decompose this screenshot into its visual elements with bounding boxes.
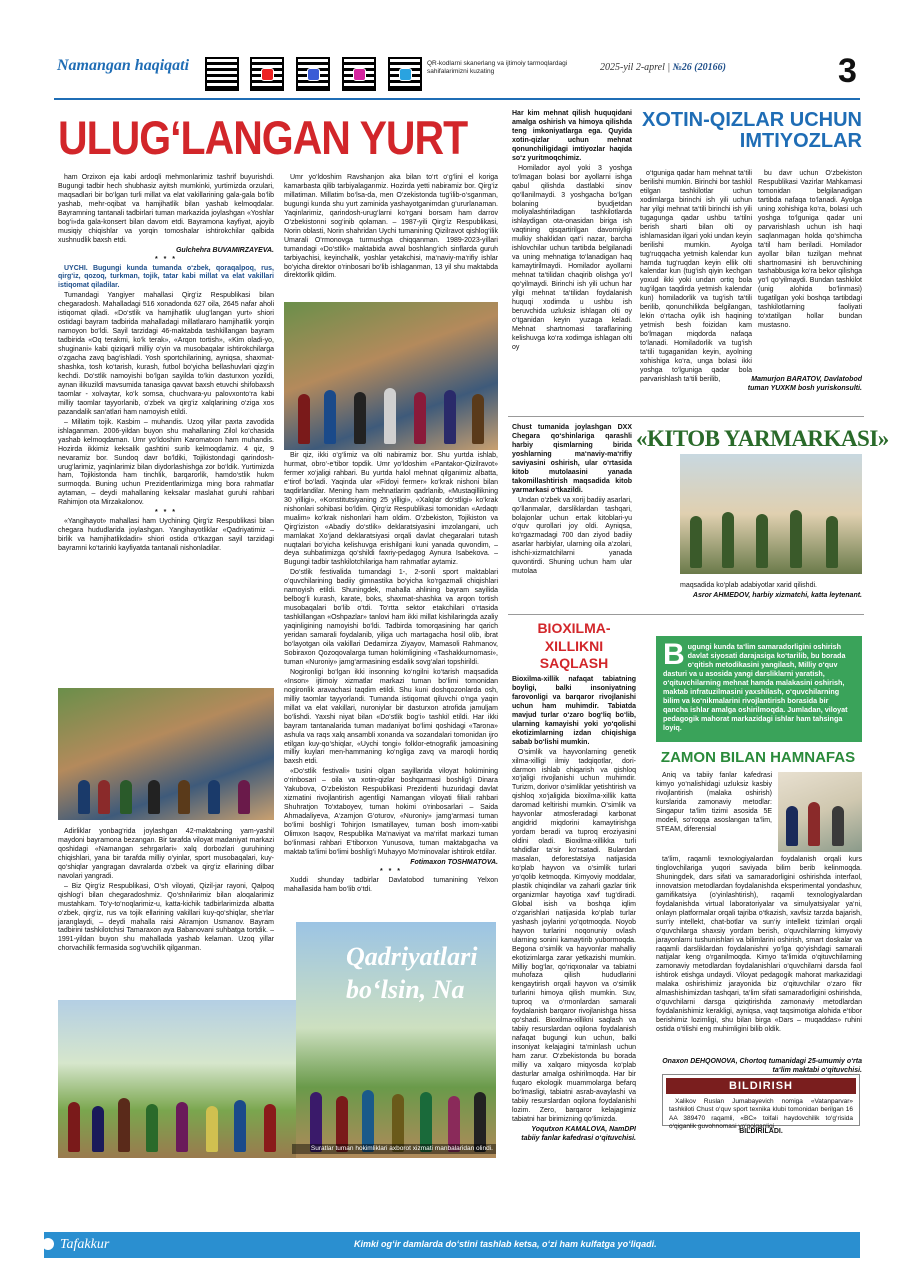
zamon-signature: Onaxon DEHQONOVA, Chortoq tumanidagi 25-umumiy o‘rta ta‘lim maktabi o‘qituvchisi. <box>662 1058 862 1074</box>
instagram-icon <box>353 68 366 81</box>
qr-note: QR-kodlarni skanerlang va ijtimoiy tarmoqlardagi sahifalarimizni kuzating <box>427 60 568 75</box>
women-signature: Mamurjon BARATOV, Davlatobod tuman YUXKM bosh yuriskonsulti. <box>747 376 862 392</box>
banner-line-2: bo‘lsin, Na <box>346 975 465 1005</box>
intro-text: ugungi kunda ta‘lim samaradorligini oshirish davlat siyosati darajasiga ko‘tarilib, bu borada o‘qitish metodikasini yangilash, Milliy o‘quv dasturi va u asosida yangi darsliklarni yaratish, o‘qituvchilarning mehnat hamda malakasini oshirish, maktab infratuzilmasini yaxshilash, o‘quvchilarning bilim va ko‘nikmalarini rivojlantirish borasida bir qancha ishlar amalga oshirilmoqda. Jumladan, viloyat pedagogik mahorat markazidagi ishlar ham tahsinga loyiq. <box>663 642 848 732</box>
paragraph: Do‘stlik festivalida tumandagi 1-, 2-sonli sport maktablari o‘quvchilarining badiiy gimnastika bo‘yicha ko‘rgazmali chiqishlari namoyish etildi. Shuningdek, mahalla ahlining bayram sayilida belbog‘li kurash, karate, boks, shaxmat-shashka va arqon tortish musobaqalari bo‘lib o‘tdi. To‘rtta sektor etakchilari o‘rtasida tashkillangan «Oshpazlar» tanlovi ham ikki millat kishilaringda azaliy yaqinligining namoyishi bo‘ldi. Tadbirda tomorqasining har qarich yeridan samarali foydalanib, yiliga uch martagacha hosil olib, ibrat bo‘layotgan oila vakillari Dedamirza Ziyayov, Mamasoli Rahmanov, Sobiraxon Qozoqovalarga tuman hokimligining «Tashakkurnomasi», tuman «Nuroniy» jamg‘armasining esdalik sovg‘alari topshirildi. <box>284 569 498 666</box>
paragraph: Xuddi shunday tadbirlar Davlatobod tumanining Yelxon mahallasida ham bo‘lib o‘tdi. <box>284 876 498 893</box>
photo-celebration <box>284 302 498 450</box>
article-column-2a <box>284 174 498 280</box>
author-signature: Gulchehra BUVAMIRZAYEVA. <box>175 246 274 254</box>
women-column-3 <box>758 170 862 384</box>
notice-text: Xalikov Ruslan Jumabayevich nomiga «Vatanparvar» tashkiloti Chust o‘quv sport texnika klubi tomonidan berilgan 16 AA 389470 raqamli, «BC» toifali haydovchilik to‘g‘risida o‘qiganlik guvohnomasi yo‘qolganligi <box>669 1098 853 1130</box>
bio-column <box>512 676 636 1222</box>
paragraph: bu davr uchun O‘zbekiston Respublikasi Vazirlar Mahkamasi tomonidan belgilanadigan tartibda nafaqa to‘lanadi. Ayolga uning xohishiga ko‘ra, bolasi uch yoshga to‘lguniga qadar uni parvarishlash uchun ish haqi saqlanmagan holda qo‘shimcha ta‘til ham beriladi. Homilador ayollar bilan tuzilgan mehnat shartnomasini ish beruvchining tashabbusiga ko‘ra bekor qilishga yo‘l qo‘yilmaydi. Bundan tashkilot (unig alohida bo‘linmasi) tugatilgan yoki boshqa tartibdagi tashkilotlarning faoliyati to‘xtatilgan hollar bundan mustasno. <box>758 170 862 330</box>
notice-box <box>662 1074 860 1130</box>
drop-cap: B <box>663 638 685 671</box>
footer-quote: Kimki og‘ir damlarda do‘stini tashlab ketsa, o‘zi ham kulfatga yo‘liqadi. <box>354 1239 657 1249</box>
paragraph: o‘tguniga qadar ham mehnat ta‘tili berilishi mumkin. Birinchi bor tashkil etilgan tashkilotlar uchun xodimlarga birinchi ish yili uchun har yilgi mehnat ta‘tili birinchi ish yili tugagunga qadar ushbu ta‘tilni berish sharti bilan olti oy ishlamasidan ilgari yoki undan keyin berilishi mumkin. Ayolga tug‘ruqqacha yetmish kalendar kun hamda tug‘ruqdan keyin ellik olti kalendar kun (tug‘ish qiyin kechgan yoxud ikki yoki undan ortiq bola tug‘ilgan taqdirda yetmish kalendar kun) homiladorlik va tug‘ish ta‘tili berilib, qonunchilikda belgilangan, lekin o‘rtacha oylik ish haqining yetmish besh foizidan kam bo‘lmagan miqdorda nafaqa to‘lanadi. Homiladorlik va tug‘ish ta‘tili tugaganidan keyin, ayolning xohishiga ko‘ra, unga bolasi ikki yoshga to‘lguniga qadar bola parvarishlash ta‘tili berilib, <box>640 170 752 383</box>
separator-stars: * * * <box>154 509 178 517</box>
issue-date <box>600 62 726 75</box>
photo-festival <box>296 922 496 1158</box>
qr-code-facebook[interactable] <box>296 57 330 91</box>
bio-title: BIOXILMA-XILLIKNI SAQLASH <box>537 620 611 671</box>
photo-crowd <box>58 1000 296 1158</box>
women-column-2 <box>640 170 752 406</box>
paragraph: «Yangihayot» mahallasi ham Uychining Qirg‘iz Respublikasi bilan chegara hududlarida joylashgan. Yangihayotliklar «Qadriyatimiz – birlik va hamjihatlikdadir» shiori ostida o‘tkazgan sayil tarzidagi bayramni ko‘tarinki kayfiyatda tantanali nishonladilar. <box>58 518 274 553</box>
paragraph: Adirliklar yonbag‘rida joylashgan 42-maktabning yam-yashil maydoni bayramona bezangan. Bir tarafda viloyat madaniyat markazi qoshidagi «Namangan sehrgarlari» xalq dorbozlari guruhining chiqishlari, yana bir tarafda milliy o‘yinlar, sport musobaqalari, kuy-qo‘shiqlar yangragan davralarda o‘zbek va qirg‘iz ellarining dilbar navolari yangradi. <box>58 828 274 880</box>
green-intro-box <box>656 636 862 742</box>
paragraph: Bir qiz, ikki o‘g‘limiz va olti nabiramiz bor. Shu yurtda ishlab, hurmat, obro‘-e‘tibor topdik. Umr yo‘ldoshim «Pantakor-Qizilravot» fermer xo‘jaligi rahbari. Bu yurtda halol mehnat qilganimiz albatta, e‘tirof bo‘ladi. Yaqinda ular «Fidoyi fermer» ko‘krak nishoni bilan taqdirlandilar. Mening ham mehnatlarim qadrlanib, «Mustaqillikning 30 yilligi», «Konstitutsiyaning 25 yilligi», «Xalqlar do‘stligi» ko‘krak nishonlari sohibasi bo‘ldim. Qirg‘iz Respublikasi tomonidan «Ardaqtı mualim» ko‘krak nishonlari ham oldim. O‘zbekiston, Tojikiston va Qirg‘iziston «Abadiy do‘stlik» deklaratsiyasini imzolangani, uch mamlakat Xo‘jand deklaratsiyasi orqali davlat chegaralari tutash nuqtalari bo‘yicha kelishuvga erishilgani kuni yanada quvondim, – deya suhbatimizga qo‘shildi faxriy-pedagog Aynura Isabekova. – Bugungi tadbir tashkilotchilariga ham rahmatlar aytamiz. <box>284 452 498 567</box>
paragraph: Undan o‘zbek va xorij badiiy asarlari, qo‘llanmalar, darsliklardan tashqari, bolajonlar uchun ertak kitoblari-yu o‘quv qurollari joy oldi. Ayniqsa, ko‘rgazmadagi 700 dan ziyod badiiy asarlar harbiylar, ularning oila a‘zolari, ishchi-xizmatchilarni yanada quvontirdi. Shuning uchun ham ular mutolaa <box>512 496 632 576</box>
issue-number: №26 (20166) <box>672 62 726 73</box>
article-column-1b <box>58 828 274 988</box>
paragraph: Homilador ayol yoki 3 yoshga to‘lmagan bolasi bor ayollarni ishga qabul qilishda dastlabki sinov qo‘llanilmaydi. 3 yoshgacha bo‘lgan bolaning byudjetdan moliyalashtiriladigan tashkilotlarda ishlaydigan ota-onasidan biriga ish vaqtining qisqartirilgan davomiyligi mulkiy shaklidan qat‘i nazar, barcha ishlovchilar uchun tartibda belgilanadi va uning mehnatiga to‘lanadigan haq kamaytirilmaydi. Homilador ayollarni mehnat ta‘tilidan chaqirib olishga yo‘l qo‘yilmaydi. Birinchi ish yili uchun har yilgi mehnat ta‘tilidan foydalanish huquqi xodimda u ushbu ish beruvchida uzluksiz ishlagan olti oy o‘tganidan keyin yuzaga keladi. Mehnat shartnomasi taraflarining kelishuvga ko‘ra xodimga ishlagan olti oy <box>512 164 632 351</box>
paragraph-lead: Har kim mehnat qilish huquqidani amalga oshirish va himoya qilishda teng imkoniyatlarga ega. Quyida xotin-qizlar uchun mehnat qonunchiligidagi imtiyozlar haqida so‘z yuritmoqchimiz. <box>512 110 632 162</box>
paragraph-lead: UYCHI. Bugungi kunda tumanda o‘zbek, qoraqalpoq, rus, qirg‘iz, qozoq, turkman, tojik, tatar kabi millat va elat vakillari istiqomat qiladilar. <box>58 264 274 290</box>
women-column-1 <box>512 110 632 428</box>
date-text: 2025-yil 2-aprel | <box>600 62 671 73</box>
zamon-title: ZAMON BILAN HAMNAFAS <box>660 749 856 766</box>
kitob-title: «KITOB YARMARKASI» <box>636 426 889 451</box>
page-number: 3 <box>838 52 857 90</box>
author-signature: Yoqutxon KAMALOVA, NamDPI tabiiy fanlar kafedrasi o‘qituvchisi. <box>521 1125 636 1142</box>
divider <box>508 614 864 615</box>
article-column-2b <box>284 452 498 922</box>
paragraph: Tumandagi Yangiyer mahallasi Qirg‘iz Respublikasi bilan chegaradosh. Mahalladagi 516 xonadonda 627 oila, 2645 nafar aholi istiqomat qiladi. «Do‘stlik va hamjihatlik ulug‘langan yurt» shiori ostidagi bayram tadbirida mahalladagi millatlararo hamjihatlik yorqin namoyon bo‘ldi. Sayil tarzidagi 46-maktabda tashkillangan bayram tadbirida «Oq terakmi, ko‘k terak», «Arqon tortish», «Kim oladi-yo, shuginani» kabi qiziqarli milliy o‘yin va musobaqalar ishtirokchilarga o‘zgacha zavq bag‘ishladi. Yosh sportchilarining, ayniqsa, shaxmat-shashka, tosh ko‘tarish, kurash, futbol bo‘yicha bellashuvlari qizg‘in kechdi. Do‘stlik namoyishi bo‘lgan sayilda to‘kin dasturxon yozildi, aynan ilikuzildi mavsumida tanasiga qavvat baxsh etuvchi shifobaxsh taomlar - xolvaytar, ko‘k somsa, chuchvara-yu palovxonto‘ra kabi milliy taomlar tayyorlanib, o‘zbek va qirg‘iz xalqlarining o‘ziga xos pazandalik san‘atlari ham namoyish etildi. <box>58 292 274 416</box>
article-column-1 <box>58 174 274 660</box>
kitob-signature: Asror AHMEDOV, harbiy xizmatchi, katta leytenant. <box>692 592 862 599</box>
section-title: Namangan haqiqati <box>57 57 190 74</box>
photo-tree-planting <box>58 688 274 820</box>
qr-code-youtube[interactable] <box>250 57 284 91</box>
paragraph: Umr yo‘ldoshim Ravshanjon aka bilan to‘rt o‘g‘lini el koriga kamarbasta qilib tarbiyalaganmiz. Hozirda yetti nabiramiz bor. Qirg‘iz millatiman. Millatim bo‘lsa-da, men O‘zekistonda tug‘ilib-o‘sganman, bugungi kunda shu yurt zaminida yashayotganimdan g‘ururlanaman. Yaqinlarimiz, qarindosh-urug‘larni ko‘rgani borsam ham darrov O‘zbekistonni sog‘inib qolaman. – 1987-yili Qirg‘iz Respublikasi, Norin oblasti, Norin shahridan Uychi tumanining Qizilravot qishlog‘ilik Umarali O‘rmonovga turmushga chiqqanman. 1989-2023-yillari tumandagi «Do‘stlik» maktabida avval boshlang‘ich sinflarda guruh tarbiyachisi, keyinchalik, yoshlar yetakchisi, ma‘naviy-ma‘rifiy ishlar bo‘yicha direktor o‘rinbosari bo‘lib ishlaganman, 13 yil shu maktabda direktorlik qildim. <box>284 174 498 280</box>
qr-code[interactable] <box>205 57 239 91</box>
photo-caption: Suratlar tuman hokimliklari axborot xizmati manbalaridan olindi. <box>292 1144 496 1154</box>
author-signature: Fotimaxon TOSHMATOVA. <box>410 858 498 866</box>
article-title: ULUG‘LANGAN YURT <box>58 111 468 165</box>
paragraph: Nogironligi bo‘lgan ikki insonning ko‘ngilni ko‘tarish maqsadida «Inson» ijtimoiy xizmatlar markazi tuman bo‘limi tomonidan nogironlik aravachasi taqdim etildi. Shu kuni doshqozonlarda osh, milliy taomlar tayyorlandi. Tumanda istiqomat qiluvchi o‘nga yaqin millat va elat vakillari, nuroniylar bir dasturxon atrofida jamuljam bo‘lishdi. Yaxshi niyat bilan «Do‘stlik bog‘i» tashkil etildi. Har ikki bayram tantanalarida tuman madaniyat bo‘limi qoshidagi «Tarona» ashula va raqs xalq ansambli xonanda va sozandalari tomonidan ijro etilgan kuy-qo‘shiqlar, «Uychi tongi» folklor-etnografik jamoasining milliy kuylari men-hammaning ko‘ngliga zavq va maroqli hordiq baxsh etdi. <box>284 668 498 766</box>
paragraph: – Biz Qirg‘iz Respublikasi, O‘sh viloyati, Qizil-jar rayoni, Qalpoq qishlog‘i bilan chegaradoshmiz. Qo‘shnilarimiz bilan aloqalarimiz mustahkam. To‘y-to‘noqlarimiz-u, katta-kichik tadbirlarimizda albatta o‘zbek, qirg‘iz, rus va tojik ellarining vakillari kuy-qo‘shiqlar, she‘rlar jaranglaydi, – deydi mahalla raisi Akramjon Usmanov. Bayram tadbirini tashkilotchisi Tamaraxon aya Babanovani suhbatga tortdik. – 1991-yildan buyon shu mahallada yashab kelaman. Uzoq yillar chorvachilik fermasida sog‘uvchilik qilganman. <box>58 882 274 953</box>
notice-title: BILDIRISH <box>666 1078 856 1094</box>
separator-stars: * * * <box>154 255 178 263</box>
paragraph: «Do‘stlik festivali» tusini olgan sayillarida viloyat hokimining o‘rinbosari – oila va xotin-qizlar boshqarmasi boshlig‘i Dinara Yakubova, O‘zbekiston Respublikasi Prezidenti huzuridagi davlat xizmatini rivojlantirish agentligi Namangan viloyati filiali rahbari Shuhratjon To‘xtaboyev, tuman hokimi o‘rinbosarlari – Saida Ahmadaliyeva, A‘zamjon G‘oturov, «Nuroniy» jamg‘armasi tuman bo‘limi boshlig‘i Tohirjon Ismatillayev, tuman bosh imom-xatibi Olimxon Isaqov, Respublika Ma‘naviyat va ma‘rifat markazi tuman bo‘linmasi rahbari E‘tiborxon Yunusova, tuman maktabgacha va maktab ta‘limi bo‘limi boshlig‘i Muhayyo Mo‘minovalar ishtirok etdilar. <box>284 768 498 856</box>
notice-end: BILDIRILADI. <box>739 1128 783 1135</box>
paragraph: ham Orzixon eja kabi ardoqli mehmonlarimiz tashrif buyurishdi. Bugungi tadbir hech shubhasiz ayitsh mumkinki, yurtimizda orzulari, maqsadlari bir bo‘lgan turli millat va elat vakillarining gala-gala bo‘lib yashab, mehr-oqibat va hamjihatlik bilan yashab kelmoqdalar. Bayramning tantanali tadbirlari tuman markazida joylashgan «Yoshlar bog‘i»da gala-konsert bilan davom etdi. Bayramona kayfiyat, ajoyib musiqiy chiqishlar va yorqin tomoshalar ishtirokchilar qalbida xushnudlik baxsh etdi. <box>58 174 274 244</box>
qr-code-instagram[interactable] <box>342 57 376 91</box>
paragraph: Aniq va tabiiy fanlar kafedrasi kimyo yo‘nalishidagi uzluksiz kasbiy rivojlantirish (malaka oshirish) kurslarida zamonaviy metodlar: Singapur ta‘lim tizimi asosida 5E modeli, so‘roqqa asoslangan ta‘lim, STEAM, diferensial <box>656 772 772 833</box>
banner-text <box>346 940 477 1007</box>
zamon-column-b <box>656 856 862 1056</box>
facebook-icon <box>307 68 320 81</box>
zamon-column-a <box>656 772 772 856</box>
paragraph-lead: Bioxilma-xillik nafaqat tabiatning boyligi, balki insoniyatning farovonligi va barqaror rivojlanishi uchun ham muhimdir. Tabiatda mavjud turlar o‘zaro bog‘liq bo‘lib, ularning kamayishi yoki yo‘qolishi ekotizimlarning izdan chiqishiga sabab bo‘lishi mumkin. <box>512 676 636 746</box>
paragraph: O‘simlik va hayvonlarning genetik xilma-xilligi ilmiy tadqiqotlar, dori-darmon ishlab chiqarish va qishloq xo‘jaligi rivojlanishi uchun muhimdir. Turizm, dorivor o‘simliklar yetishtirish va qishloq xo‘jaligida bioxilma-xillik katta daromad keltirishi mumkin. O‘simlik va hayvonlar atmosferadagi karbonat angidrid miqdorini kamaytirishga yordam beradi va tuproq eroziyasini oldini oladi. Bioxilma-xillikka turli tahdidlar ta‘sir ko‘rsatadi. Bulardan masalan, deforestatsiya natijasida ko‘plab hayvon va o‘simlik turlari yo‘qolib ketmoqda. Kimyoviy moddalar, plastik chiqindilar va zaharli gazlar tirik organizmlar hayotiga xavf tug‘diradi. Global isish va boshqa iqlim o‘zgarishlari natijasida ko‘plab turlar yashash joylarini yo‘qotmoqda. Noyob hayvon turlarini noqonuniy ovlash ularning sonini kamaytirib yubormoqda. Begona o‘simlik va hayvonlar mahalliy ekotizimlarga zarar yetkazishi mumkin. Milliy bog‘lar, qo‘riqxonalar va tabiatni muhofaza qilish hududlarini kengaytirish orqali hayvon va o‘simlik turlarini himoya qilish mumkin. Suv, tuproq va o‘rmonlardan samarali foydalanish barqaror rivojlanishga hissa qo‘shadi. Bioxilma-xillikni saqlash va tabiiy resurslardan oqilona foydalanish nafaqat bugungi kun uchun, balki insoniyat kelajagini ta‘minlash uchun ham zarur. O‘zbekistonda bu borada milliy va xalqaro miqyosda ko‘plab dasturlar amalga oshirilmoqda. Har bir fuqaro ekologik muammolarga befarq bo‘lmasligi, tabiatni asrab-avaylashi va tabiiy resurslardan oqilona foydalanishi lozim. Zero, barqaror kelajagimiz tabiatni har birimizning qo‘limizda. <box>512 748 636 1123</box>
paragraph-lead: Chust tumanida joylashgan DXX Chegara qo‘shinlariga qarashli harbiy qismlarning birida yoshlarning ma‘naviy-ma‘rifiy saviyasini oshirish, ular o‘rtasida kitob mutolaasini yanada takomillashtirish maqsadida kitob yarmarkasi o‘tkazildi. <box>512 424 632 494</box>
kitob-column <box>512 424 632 610</box>
kitob-note: maqsadida ko‘plab adabiyotlar xarid qilishdi. <box>680 582 817 589</box>
paragraph: ta‘lim, raqamli texnologiyalardan foydalanish orqali kurs tinglovchilariga yuqori saviyada bilim berib kelinmoqda. Shuningdek, dars sifati va samaradorligini oshirishda interfaol, innovatsion metodlardan foydalanishda eksperimental yondashuv, gamifikatsiya (o‘yinlashtirish), raqamli texnologiyalardan foydalanishda virtual laboratoriyalar va simulyatsiyalar ya‘ni, onlayn platformalar orqali tajriba o‘tkazish, xavfsiz tarzda bajarish, sun‘iy intellekt, chat-botlar va sun‘iy intellekt tizimlari orqali o‘quvchilarga shaxsiy yordam berish, o‘quvchilarning kimyoviy jarayonlarni tushunishlari va bilimlarini oshirish, smart doskalar va raqamli darsliklardan foydalanishni yo‘lga qo‘yishdagi samarali natijalar keng o‘rganilmoqda. Kimyo ta‘limida o‘qituvchilarning zamonaviy metodlardan foydalanishlari o‘quvchilarni darsda faol ishtirok etishga undaydi. Viloyat pedagogik mahorat markazidagi malaka oshirishimiz jarayonida biz o‘qituvchilar o‘zaro fikr almashishimizdan tashqari, ta‘lim sifati samaradorligini oshirishda, o‘quvchilarni darsga qiziqtirishda zamonaviy metodlardan foydalanishimiz kerakligi, ayniqsa, vaqt taqsimotiga alohida e‘tibor berishimiz lozimligi, shu bilan birga «Dars – muqaddas» ruhini ostida o‘tilishi eng muhimligini bilib oldik. <box>656 856 862 1034</box>
photo-soldiers <box>680 454 862 574</box>
footer-brand: Tafakkur <box>60 1237 110 1252</box>
footer-dot-icon <box>42 1238 54 1250</box>
youtube-icon <box>261 68 274 81</box>
banner-line-1: Qadriyatlari <box>346 942 478 971</box>
women-title: XOTIN-QIZLAR UCHUN IMTIYOZLAR <box>642 109 862 152</box>
divider <box>508 416 864 417</box>
footer-bar <box>44 1232 860 1258</box>
separator-stars: * * * <box>379 867 403 875</box>
paragraph: – Millatim tojik. Kasbim – muhandis. Uzoq yillar paxta zavodida ishlaganman. 2006-yildan buyon shu mahallaning Zilol ko‘chasida yashab kelmoqdaman. Umr yo‘ldoshim Karomatxon ham muhandis. Hozirda ikkimiz keksalik gashtini surib kelmoqdamiz. 4 qiz, 9 nevaramiz bor. Sundoq davr bo‘ldiki, Tojikistondagi qarindosh-urug‘larimiz, yaqinlarimiz bilan diydorlashishga zor bo‘ldik. Yurtimizda ham, Tojikistonda ham tinchlik, barqarorlik, hamdo‘stlik hukm surmoqda. Buning uchun Prezidentlarimizga ming bora rahmatlar aytaman, – deydi mahallaning keksalar maslahat guruhi rahbari Rahimjon ota Mirzakalonov. <box>58 418 274 507</box>
photo-teachers <box>778 772 862 852</box>
header-rule <box>54 98 860 100</box>
qr-code-telegram[interactable] <box>388 57 422 91</box>
telegram-icon <box>399 68 412 81</box>
